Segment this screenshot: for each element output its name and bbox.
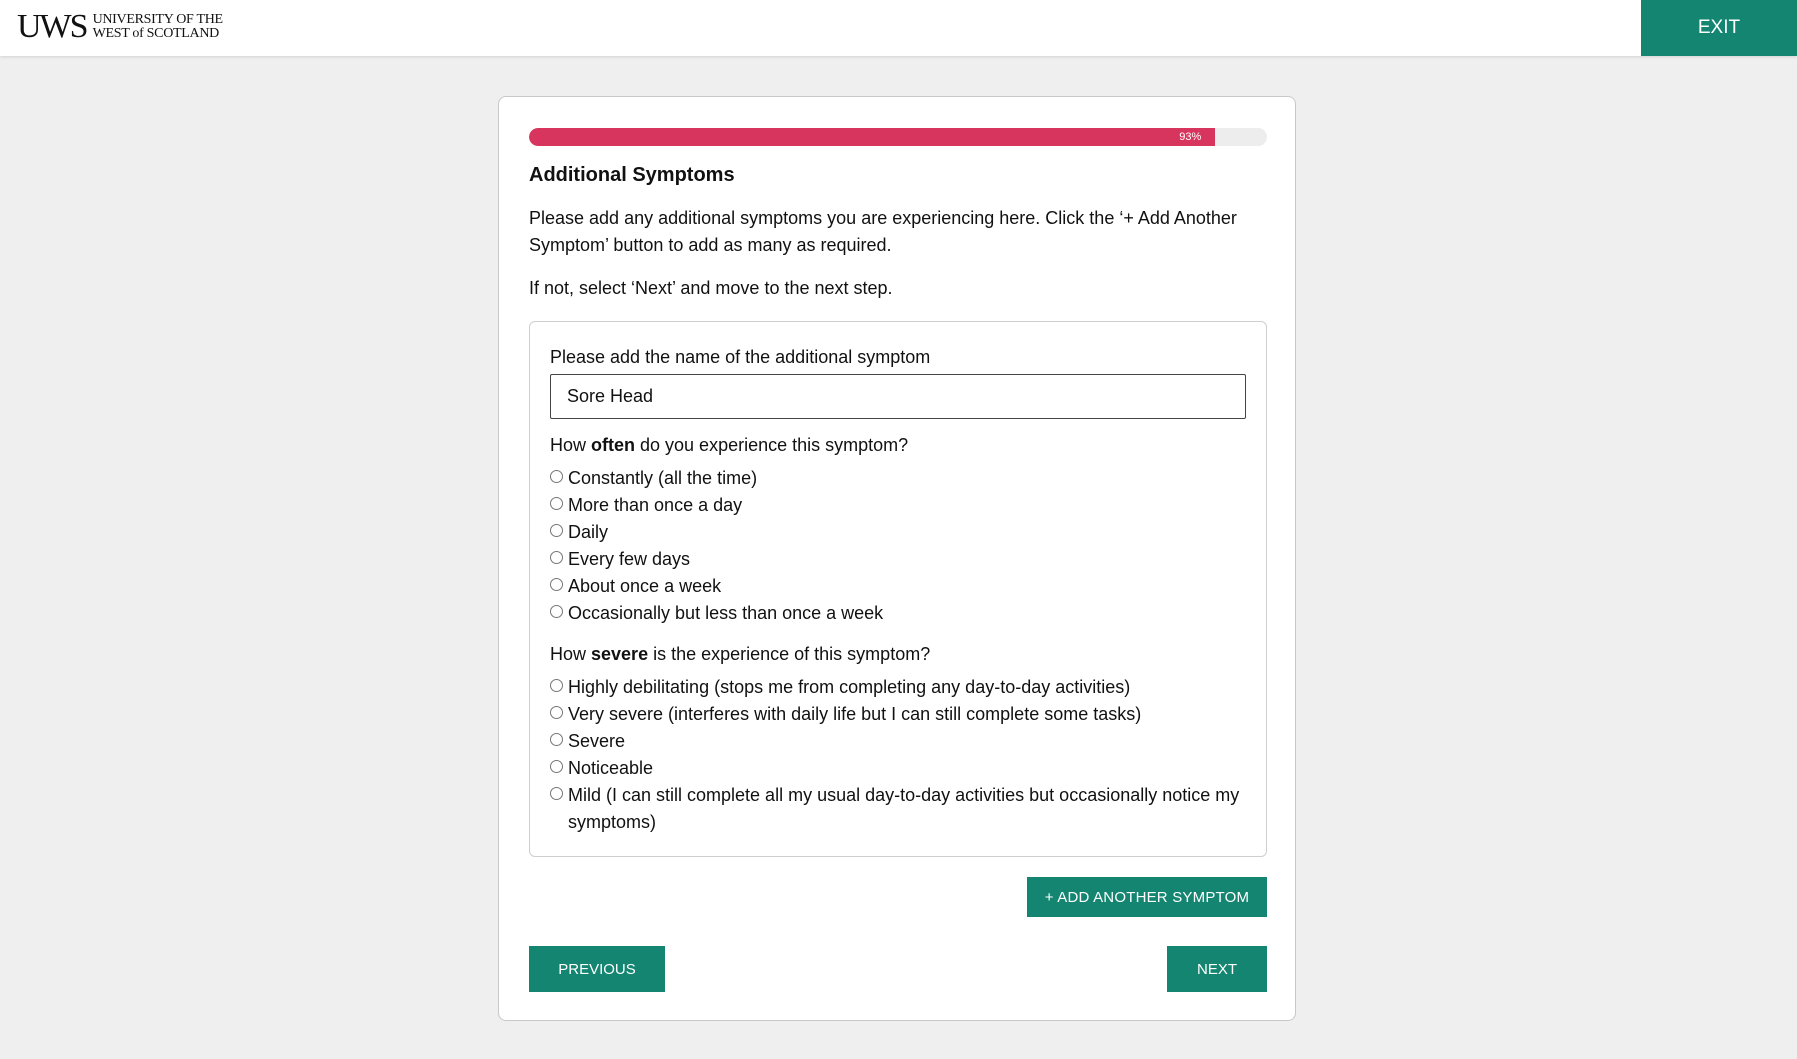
- often-radio-constantly[interactable]: [550, 470, 563, 483]
- step-intro-next: If not, select ‘Next’ and move to the next step.: [529, 278, 893, 298]
- symptom-panel: [529, 321, 1267, 857]
- severe-radio-severe[interactable]: [550, 733, 563, 746]
- step-title: Additional Symptoms: [529, 164, 735, 186]
- severe-question-prefix: How: [550, 644, 592, 664]
- severe-option-label: Noticeable: [568, 758, 654, 778]
- severe-radio-mild[interactable]: [550, 787, 563, 800]
- exit-button[interactable]: EXIT: [1641, 0, 1797, 56]
- severe-question-suffix: is the experience of this symptom?: [648, 644, 931, 664]
- progress-label: 93%: [1179, 131, 1202, 143]
- severe-question-emphasis: severe: [591, 644, 649, 664]
- step-intro: Please add any additional symptoms you are experiencing here. Click the ‘+ Add Another Symptom’ button to add as many as required.: [529, 208, 1237, 255]
- severe-option-highly-debilitating[interactable]: [550, 674, 1250, 701]
- next-button[interactable]: NEXT: [1167, 946, 1267, 992]
- logo-text: [93, 13, 223, 41]
- often-radio-more-than-daily[interactable]: [550, 497, 563, 510]
- logo-line-2: WEST of SCOTLAND: [92, 26, 219, 41]
- often-option-label: Occasionally but less than once a week: [568, 603, 884, 623]
- often-question: [550, 432, 908, 459]
- severe-option-label: Severe: [568, 731, 626, 751]
- often-radio-daily[interactable]: [550, 524, 563, 537]
- severe-option-noticeable[interactable]: [550, 755, 1250, 782]
- severe-option-label: Highly debilitating (stops me from completing any day-to-day activities): [568, 677, 1131, 697]
- often-question-emphasis: often: [591, 435, 636, 455]
- uws-logo[interactable]: [17, 9, 223, 45]
- often-option-occasionally[interactable]: [550, 600, 1250, 627]
- form-card: [498, 96, 1296, 1021]
- often-option-daily[interactable]: [550, 519, 1250, 546]
- often-option-every-few-days[interactable]: [550, 546, 1250, 573]
- symptom-name-label: Please add the name of the additional symptom: [550, 347, 931, 367]
- add-another-symptom-button[interactable]: + ADD ANOTHER SYMPTOM: [1027, 877, 1267, 917]
- often-question-prefix: How: [550, 435, 592, 455]
- symptom-name-input[interactable]: [550, 374, 1246, 419]
- previous-button[interactable]: PREVIOUS: [529, 946, 665, 992]
- severe-question: [550, 641, 930, 668]
- severe-option-very-severe[interactable]: [550, 701, 1250, 728]
- severe-option-label: Mild (I can still complete all my usual day-to-day activities but occasionally notice my symptoms): [568, 785, 1240, 832]
- severe-option-label: Very severe (interferes with daily life but I can still complete some tasks): [568, 704, 1142, 724]
- top-bar: [0, 0, 1797, 56]
- often-radio-weekly[interactable]: [550, 578, 563, 591]
- often-radio-occasionally[interactable]: [550, 605, 563, 618]
- severe-options: [550, 674, 1250, 836]
- often-option-label: Constantly (all the time): [568, 468, 758, 488]
- often-option-label: More than once a day: [568, 495, 743, 515]
- often-option-label: About once a week: [568, 576, 722, 596]
- severe-radio-noticeable[interactable]: [550, 760, 563, 773]
- often-options: [550, 465, 1250, 627]
- often-radio-every-few-days[interactable]: [550, 551, 563, 564]
- often-question-suffix: do you experience this symptom?: [635, 435, 909, 455]
- severe-radio-very-severe[interactable]: [550, 706, 563, 719]
- progress-fill: [529, 128, 1215, 146]
- often-option-label: Daily: [568, 522, 609, 542]
- severe-radio-highly-debilitating[interactable]: [550, 679, 563, 692]
- often-option-more-than-daily[interactable]: [550, 492, 1250, 519]
- often-option-constantly[interactable]: [550, 465, 1250, 492]
- progress-bar: [529, 128, 1267, 146]
- severe-option-mild[interactable]: [550, 782, 1250, 836]
- severe-option-severe[interactable]: [550, 728, 1250, 755]
- logo-mark: UWS: [17, 8, 87, 45]
- often-option-label: Every few days: [568, 549, 691, 569]
- often-option-weekly[interactable]: [550, 573, 1250, 600]
- logo-line-1: UNIVERSITY OF THE: [92, 12, 223, 27]
